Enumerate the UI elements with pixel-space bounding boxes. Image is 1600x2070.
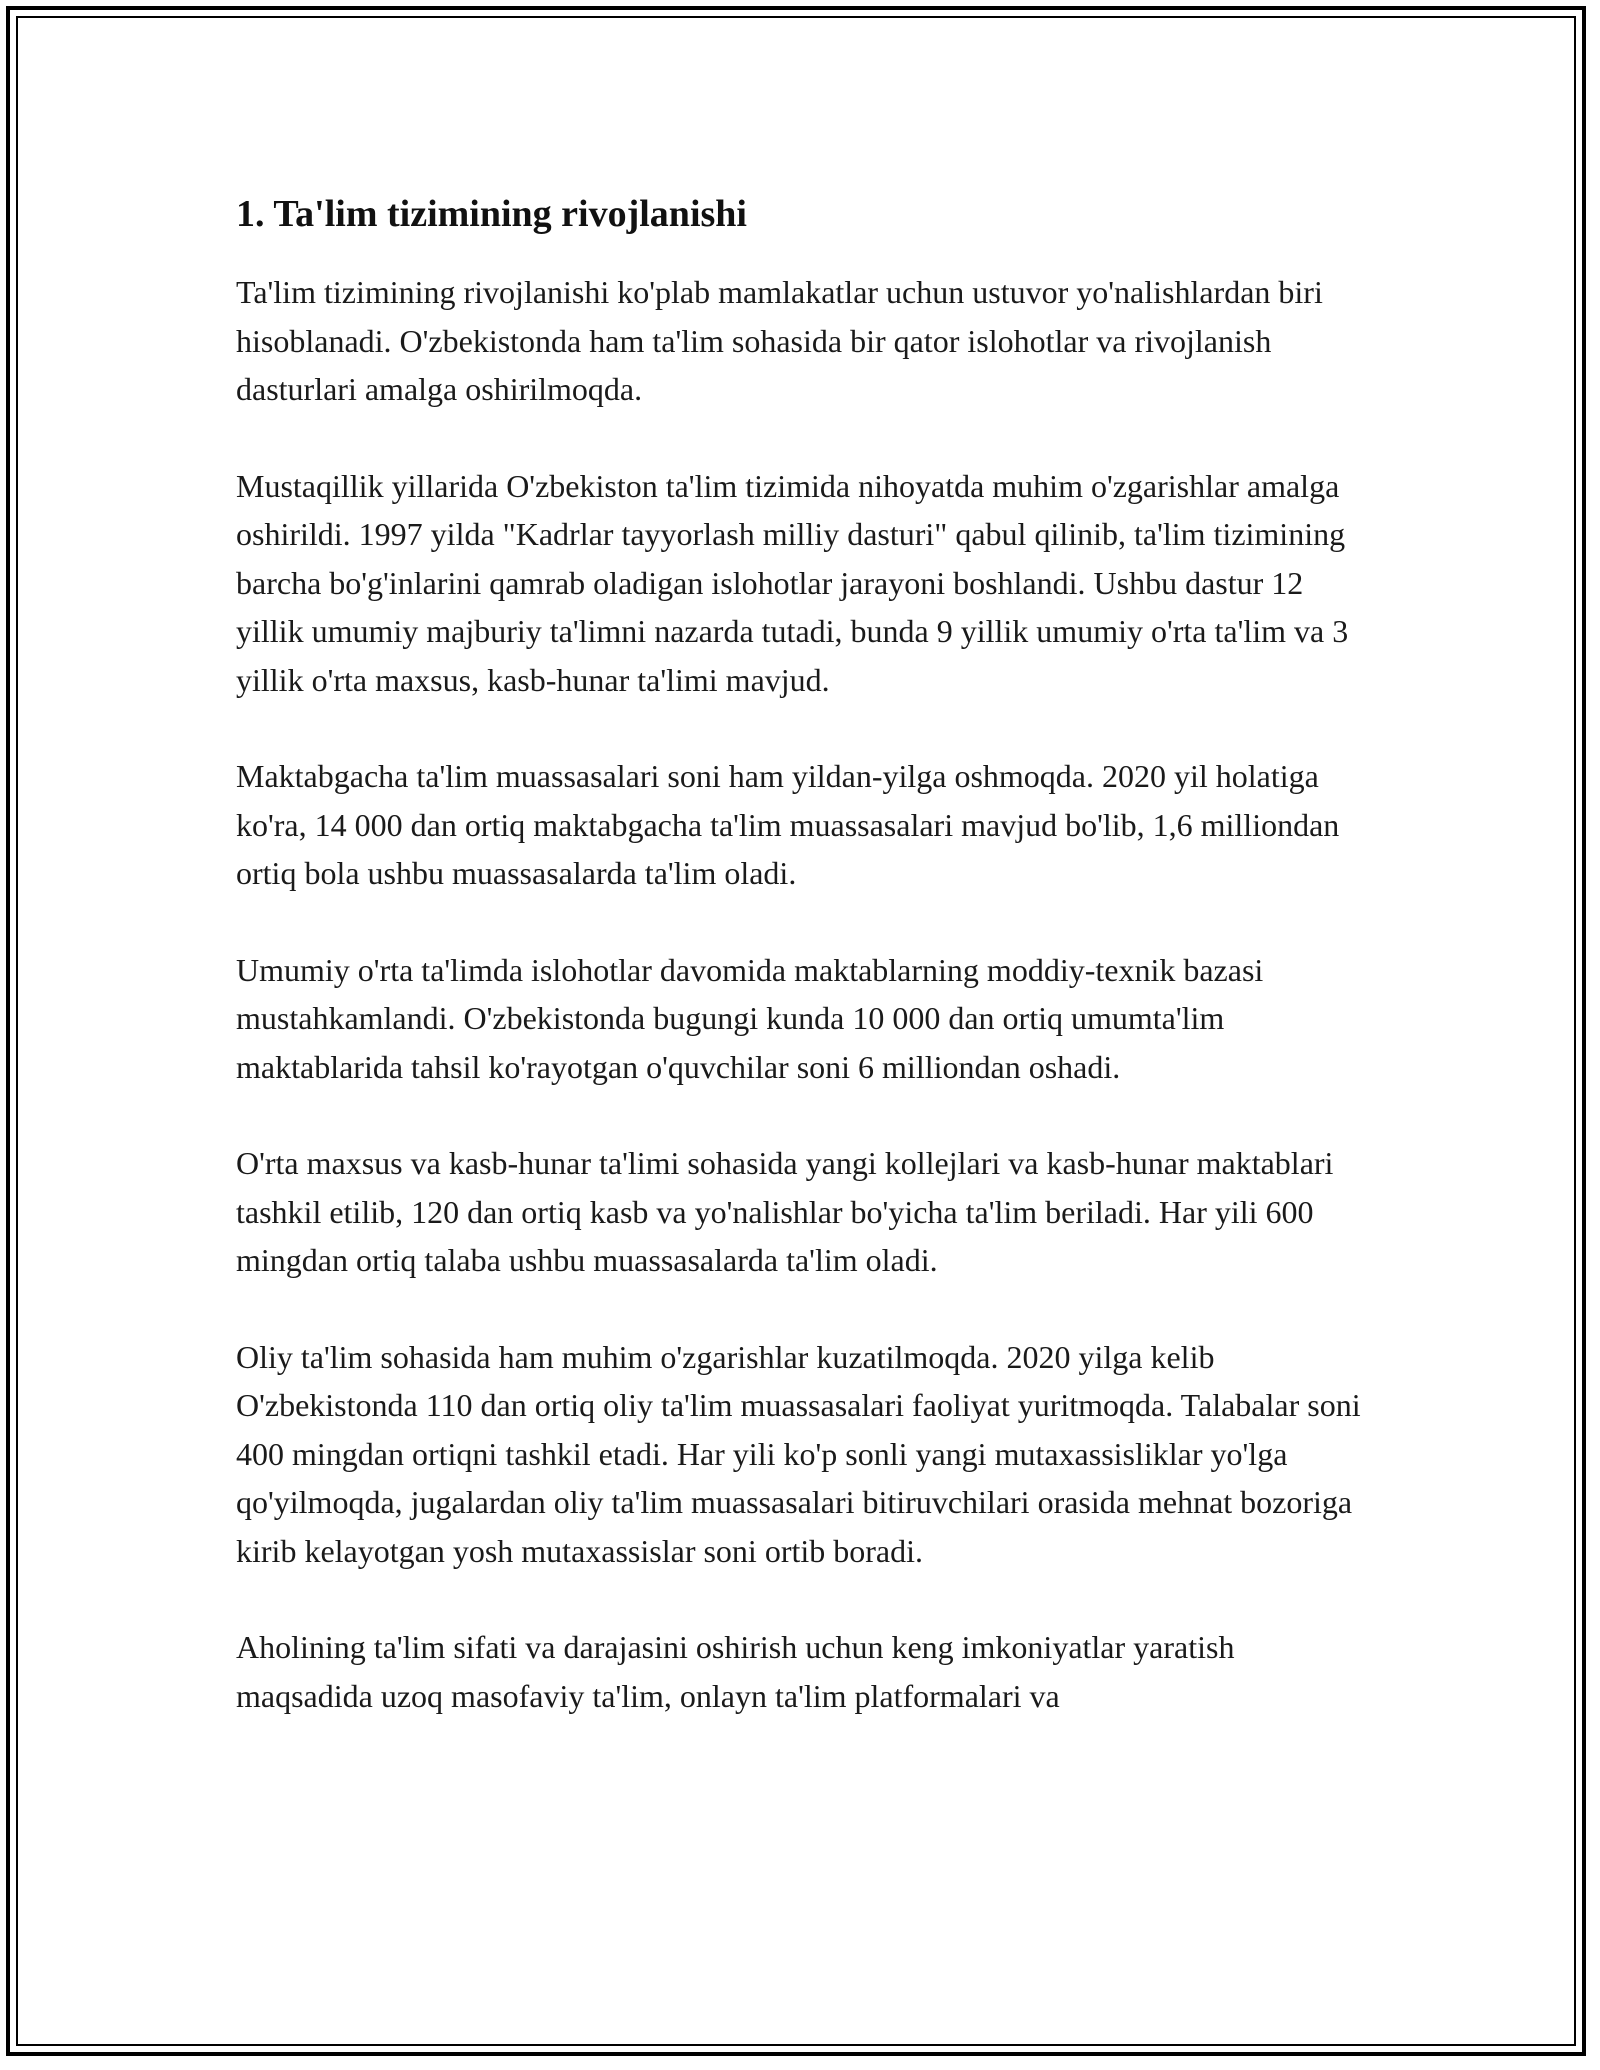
paragraph-distance-learning: Aholining ta'lim sifati va darajasini oshirish uchun keng imkoniyatlar yaratish maqsadida uzoq masofaviy ta'lim, onlayn ta'lim platformalari va xyxy=(236,1629,1235,1714)
paragraph-independence-reforms: Mustaqillik yillarida O'zbekiston ta'lim tizimida nihoyatda muhim o'zgarishlar amalga oshirildi. 1997 yilda "Kadrlar tayyorlash milliy dasturi" qabul qilinib, ta'lim tizimining barcha bo'g'inlarini qamrab oladigan islohotlar jarayoni boshlandi. Ushbu dastur 12 yillik umumiy majburiy ta'limni nazarda tutadi, bunda 9 yillik umumiy o'rta ta'lim va 3 yillik o'rta maxsus, kasb-hunar ta'limi mavjud. xyxy=(236,467,1349,698)
paragraph-intro: Ta'lim tizimining rivojlanishi ko'plab mamlakatlar uchun ustuvor yo'nalishlardan biri hisoblanadi. O'zbekistonda ham ta'lim sohasida bir qator islohotlar va rivojlanish dasturlari amalga oshirilmoqda. xyxy=(236,274,1323,407)
paragraph-general-secondary: Umumiy o'rta ta'limda islohotlar davomida maktablarning moddiy-texnik bazasi mustahkamlandi. O'zbekistonda bugungi kunda 10 000 dan ortiq umumta'lim maktablarida tahsil ko'rayotgan o'quvchilar soni 6 milliondan oshadi. xyxy=(236,951,1264,1085)
section-heading: 1. Ta'lim tizimining rivojlanishi xyxy=(236,193,747,235)
document-body xyxy=(236,186,1366,1768)
paragraph-vocational: O'rta maxsus va kasb-hunar ta'limi sohasida yangi kollejlari va kasb-hunar maktablari tashkil etilib, 120 dan ortiq kasb va yo'nalishlar bo'yicha ta'lim beriladi. Har yili 600 mingdan ortiq talaba ushbu muassasalarda ta'lim oladi. xyxy=(236,1145,1334,1278)
paragraph-preschool: Maktabgacha ta'lim muassasalari soni ham yildan-yilga oshmoqda. 2020 yil holatiga ko'ra, 14 000 dan ortiq maktabgacha ta'lim muassasalari mavjud bo'lib, 1,6 milliondan ortiq bola ushbu muassasalarda ta'lim oladi. xyxy=(236,758,1340,891)
paragraph-higher-education: Oliy ta'lim sohasida ham muhim o'zgarishlar kuzatilmoqda. 2020 yilga kelib O'zbekistonda 110 dan ortiq oliy ta'lim muassasalari faoliyat yuritmoqda. Talabalar soni 400 mingdan ortiqni tashkil etadi. Har yili ko'p sonli yangi mutaxassisliklar yo'lga qo'yilmoqda, jugalardan oliy ta'lim muassasalari bitiruvchilari orasida mehnat bozoriga kirib kelayotgan yosh mutaxassislar soni ortib boradi. xyxy=(236,1338,1361,1569)
